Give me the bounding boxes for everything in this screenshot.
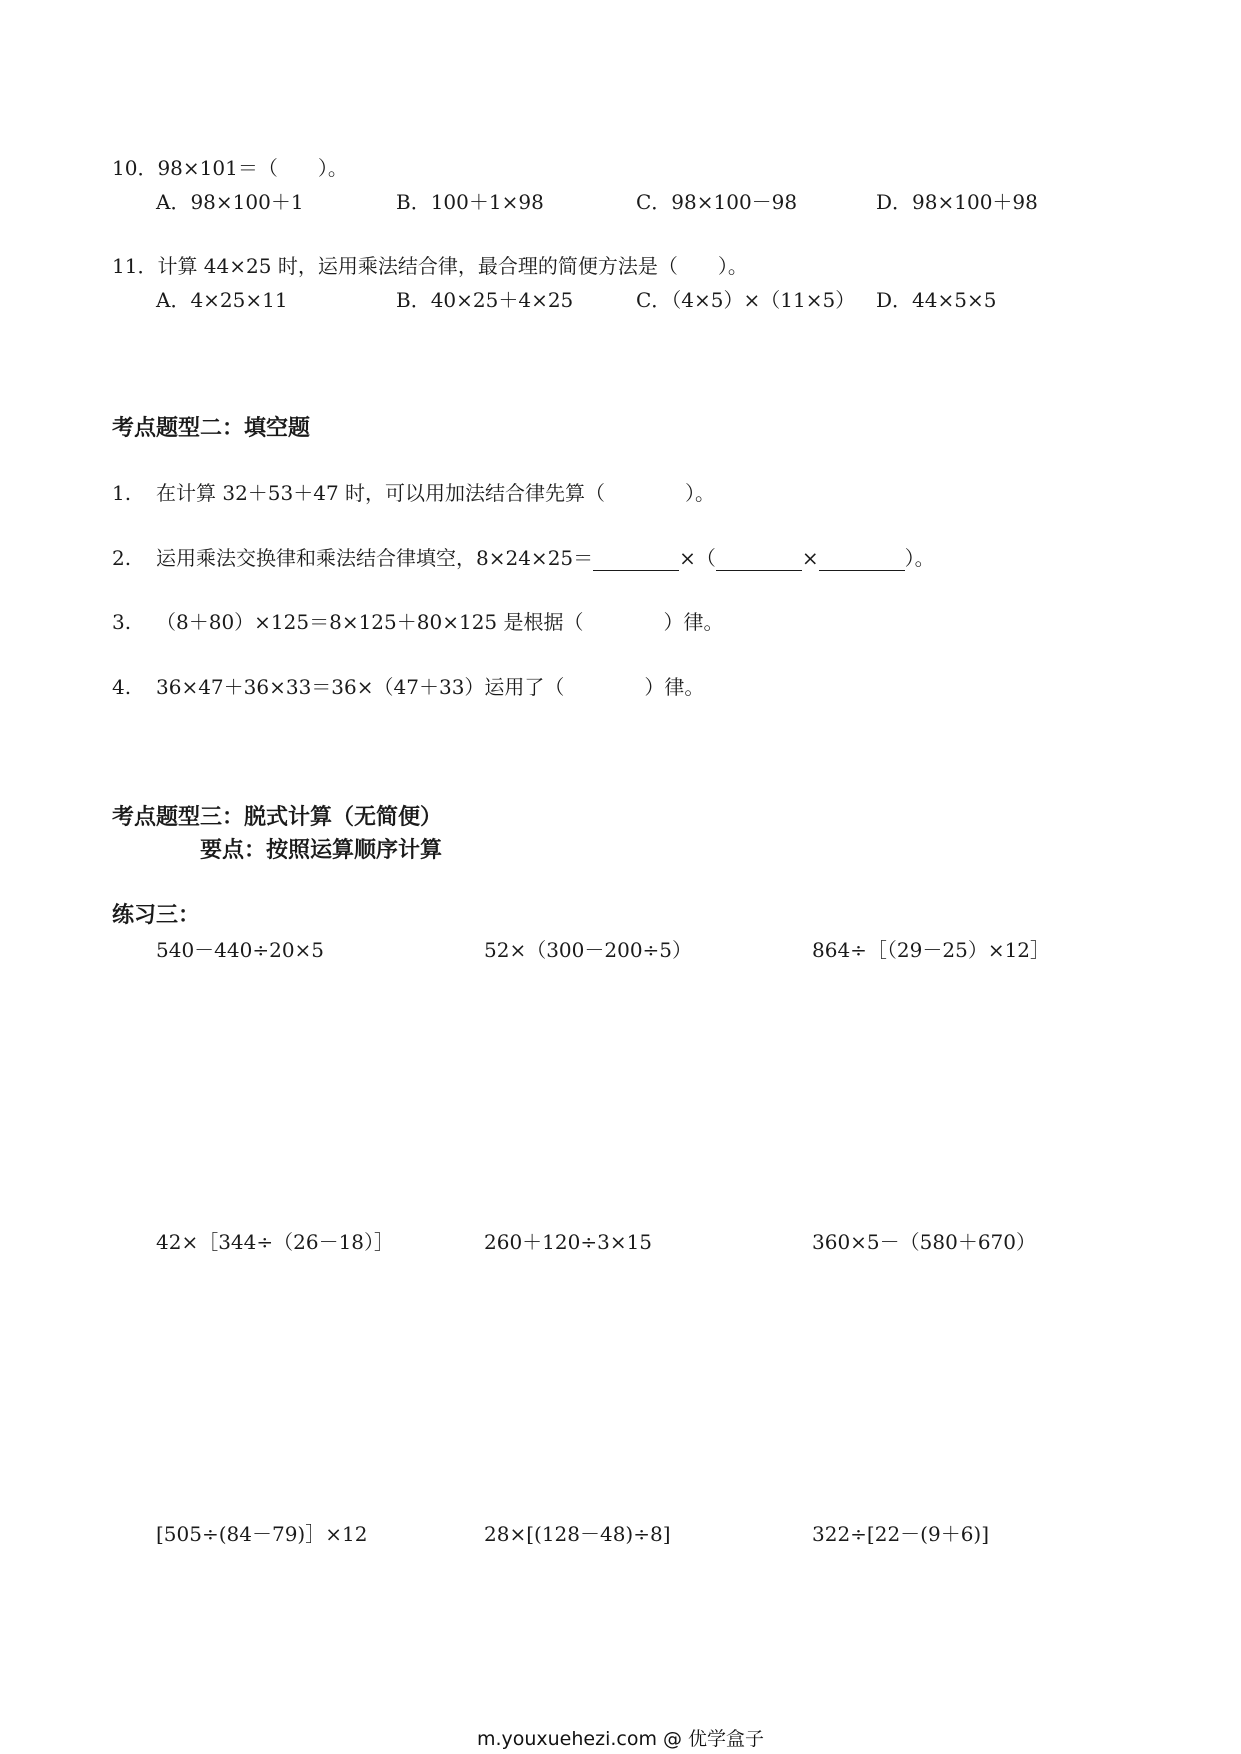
fill-question-2-text-d: ）。 [904, 546, 935, 570]
fill-question-1-text: 在计算 32＋53＋47 时，可以用加法结合律先算（ ）。 [156, 481, 716, 505]
question-11-option-c: C．（4×5）×（11×5） [636, 288, 856, 312]
question-11-option-a: A．4×25×11 [156, 288, 288, 312]
question-10-option-b: B．100＋1×98 [396, 190, 544, 214]
fill-question-3-text: （8＋80）×125＝8×125＋80×125 是根据（ ）律。 [156, 610, 724, 634]
fill-question-2 [112, 542, 935, 571]
expression-3-1: [505÷(84－79)］×12 [156, 1522, 368, 1546]
question-10-option-d: D．98×100＋98 [876, 190, 1038, 214]
expression-1-1: 540－440÷20×5 [156, 938, 325, 962]
expression-2-1: 42×［344÷（26－18）］ [156, 1230, 395, 1254]
fill-question-2-number: 2. [112, 546, 132, 570]
practice-label: 练习三： [112, 903, 201, 928]
fill-question-2-text-b: ×（ [679, 546, 716, 570]
fill-question-3 [112, 606, 724, 635]
answer-blank-3[interactable] [819, 552, 905, 571]
section-3-subtitle: 要点：按照运算顺序计算 [200, 838, 443, 863]
fill-question-1-number: 1. [112, 481, 132, 505]
footer-watermark: m.youxuehezi.com @ 优学盒子 [476, 1728, 765, 1750]
answer-blank-2[interactable] [716, 552, 802, 571]
section-3-title: 考点题型三：脱式计算（无简便） [112, 805, 443, 830]
expression-3-2: 28×[(128－48)÷8] [484, 1522, 671, 1546]
fill-question-2-text-a: 运用乘法交换律和乘法结合律填空，8×24×25＝ [156, 546, 594, 570]
expression-1-3: 864÷［（29－25）×12］ [812, 938, 1051, 962]
expression-2-3: 360×5－（580＋670） [812, 1230, 1037, 1254]
question-11-option-b: B．40×25＋4×25 [396, 288, 574, 312]
fill-question-2-text-c: × [801, 546, 819, 570]
expression-3-3: 322÷[22－(9＋6)] [812, 1522, 990, 1546]
expression-1-2: 52×（300－200÷5） [484, 938, 693, 962]
fill-question-4-number: 4. [112, 675, 132, 699]
fill-question-4 [112, 671, 704, 700]
fill-question-3-number: 3. [112, 610, 132, 634]
question-10-option-c: C．98×100－98 [636, 190, 798, 214]
question-11-stem: 11．计算 44×25 时，运用乘法结合律，最合理的简便方法是（ ）。 [112, 254, 748, 278]
fill-question-4-text: 36×47＋36×33＝36×（47＋33）运用了（ ）律。 [156, 675, 705, 699]
question-10-stem: 10．98×101＝（ ）。 [112, 156, 348, 180]
section-2-title: 考点题型二：填空题 [112, 416, 311, 441]
answer-blank-1[interactable] [593, 552, 679, 571]
expression-2-2: 260＋120÷3×15 [484, 1230, 653, 1254]
fill-question-1 [112, 477, 715, 506]
question-10-option-a: A．98×100＋1 [156, 190, 304, 214]
question-11-option-d: D．44×5×5 [876, 288, 997, 312]
